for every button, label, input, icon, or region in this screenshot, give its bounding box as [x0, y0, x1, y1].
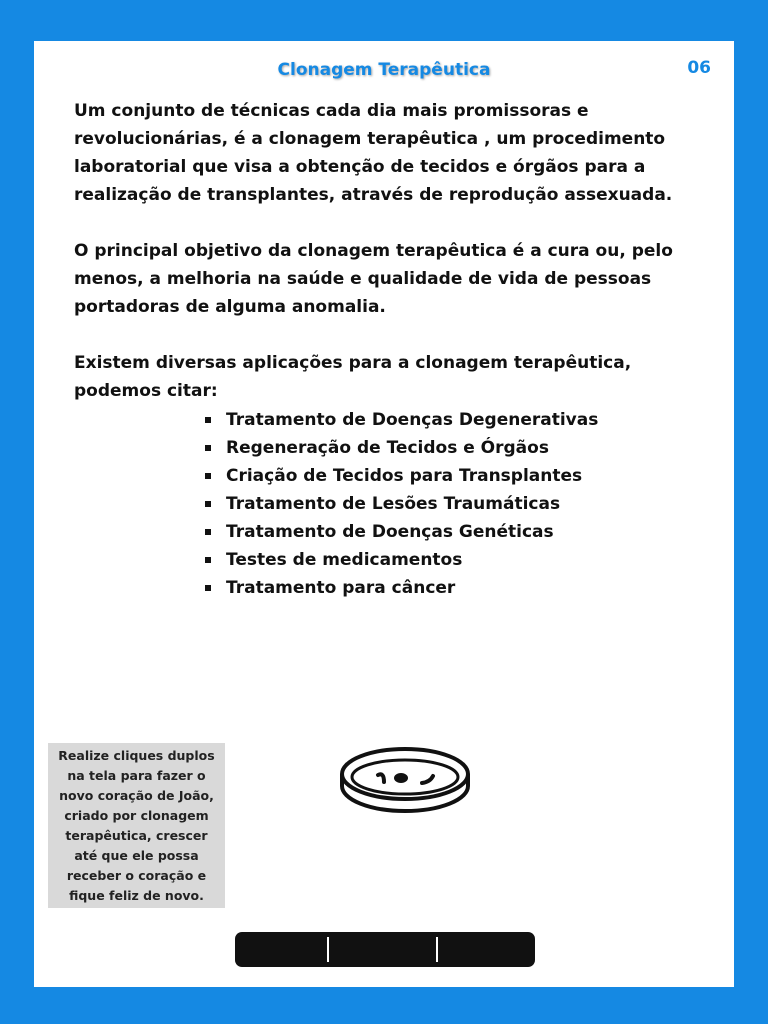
list-item: Criação de Tecidos para Transplantes	[204, 462, 598, 490]
page-card	[34, 41, 734, 987]
list-item: Tratamento de Doenças Degenerativas	[204, 406, 598, 434]
list-item: Testes de medicamentos	[204, 546, 598, 574]
page-number: 06	[687, 58, 711, 78]
toolbar-button-3[interactable]	[438, 932, 535, 967]
list-item: Tratamento de Lesões Traumáticas	[204, 490, 598, 518]
applications-list	[204, 406, 598, 602]
petri-dish-icon[interactable]	[340, 740, 470, 818]
page-title: Clonagem Terapêutica	[277, 60, 491, 80]
list-item: Regeneração de Tecidos e Órgãos	[204, 434, 598, 462]
paragraph-objective: O principal objetivo da clonagem terapêutica é a cura ou, pelo menos, a melhoria na saúde e qualidade de vida de pessoas portadoras de alguma anomalia.	[74, 241, 673, 317]
paragraph-intro: Um conjunto de técnicas cada dia mais promissoras e revolucionárias, é a clonagem terapêutica , um procedimento laboratorial que visa a obtenção de tecidos e órgãos para a realização de transplantes, através de reprodução assexuada.	[74, 101, 673, 205]
toolbar-button-1[interactable]	[235, 932, 335, 967]
list-item: Tratamento de Doenças Genéticas	[204, 518, 598, 546]
instruction-box: Realize cliques duplos na tela para fazer o novo coração de João, criado por clonagem terapêutica, crescer até que ele possa receber o coração e fique feliz de novo.	[48, 743, 225, 908]
toolbar-button-2[interactable]	[329, 932, 435, 967]
bottom-toolbar	[235, 932, 535, 967]
paragraph-applications: Existem diversas aplicações para a clonagem terapêutica, podemos citar:	[74, 353, 632, 401]
body-text	[74, 97, 704, 405]
list-item: Tratamento para câncer	[204, 574, 598, 602]
